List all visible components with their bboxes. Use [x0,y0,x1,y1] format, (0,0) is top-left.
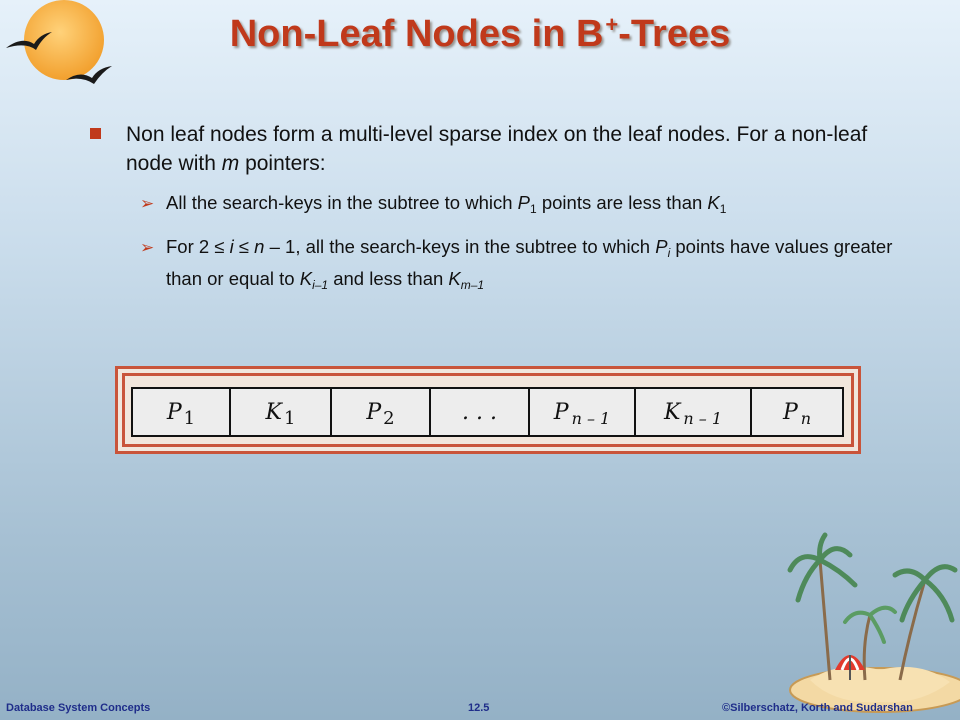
node-cell-p1: P 1 [133,389,231,435]
bullet-level2-first: ➢ All the search-keys in the subtree to which $P_1$ points are less than $K_1$ [140,192,727,216]
footer-page-number: 12.5 [468,702,490,714]
footer-copyright: ©Silberschatz, Korth and Sudarshan [722,702,913,714]
footer-left: Database System Concepts [6,702,151,714]
non-leaf-node-diagram [131,387,844,437]
bullet-level2-second: ➢ For 2 ≤ i ≤ n – 1, all the search-keys in the subtree to which $P_i$ points have values greater than or equal to $K_{i-1}$ and less than $K_{m-1}$ [140,236,893,292]
arrow-bullet-icon: ➢ [140,194,155,213]
bullet-level1: Non leaf nodes form a multi-level sparse index on the leaf nodes. For a non-leaf node with m pointers: [90,120,910,178]
node-cell-ellipsis: . . . [431,389,530,435]
node-cell-pn-1: P n – 1 [530,389,636,435]
node-cell-k1: K 1 [231,389,332,435]
slide-title: Non-Leaf Nodes in B+-Trees [229,12,731,55]
node-cell-pn: P n [782,399,812,428]
node-cell-p2: P 2 [332,389,431,435]
slide-content [90,120,910,298]
square-bullet-icon [90,128,101,139]
palm-island-illustration [780,530,960,715]
node-cell-kn-1: K n – 1 [636,389,752,435]
arrow-bullet-icon: ➢ [140,238,155,257]
